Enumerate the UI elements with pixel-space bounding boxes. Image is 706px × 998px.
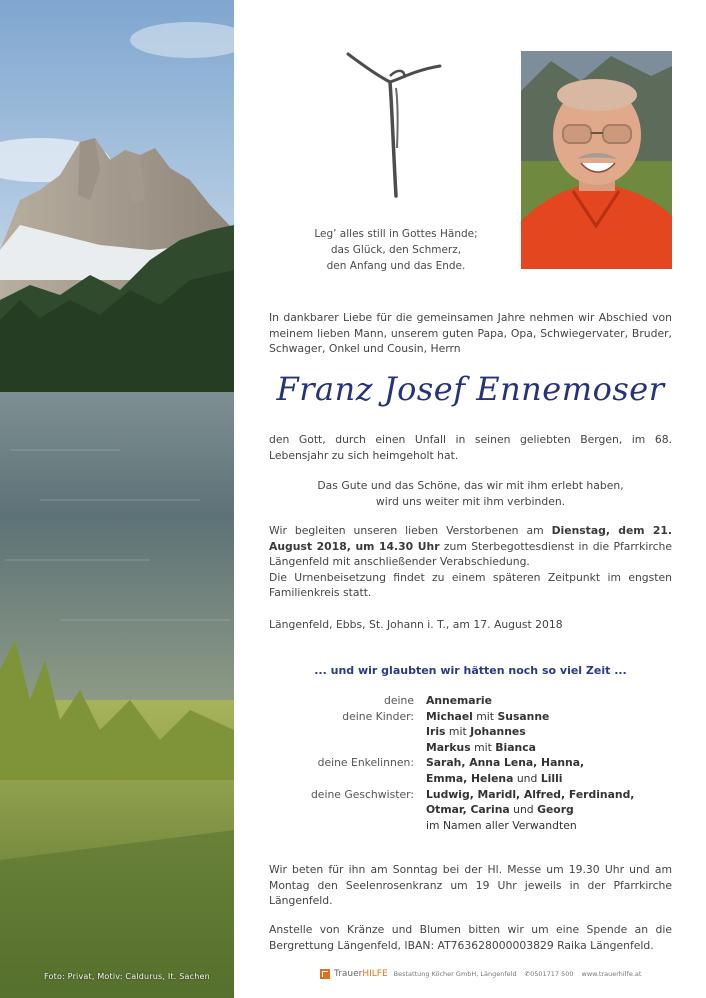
motto: ... und wir glaubten wir hätten noch so viel Zeit ... [314,664,627,677]
prayer-text: Wir beten für ihn am Sonntag bei der Hl. Messe um 19.30 Uhr und am Montag den Seelenrosenkranz um 19 Uhr jeweils in der Pfarrkirche Längenfeld. [269,863,672,908]
death-text: den Gott, durch einen Unfall in seinen geliebten Bergen, im 68. Lebensjahr zu sich heimgeholt hat. [269,433,672,462]
relation-label: deine Geschwister: [310,787,414,801]
trauerhilfe-logo-icon [320,969,330,979]
connector: mit [448,725,467,739]
connector: mit [474,740,492,754]
place-and-date: Längenfeld, Ebbs, St. Johann i. T., am 17. August 2018 [269,618,563,631]
family-list [234,693,706,833]
relation-label: deine [384,694,414,707]
family-name: Ludwig, Maridl, Alfred, Ferdinand, [426,787,635,801]
quote-line: das Glück, den Schmerz, [330,244,462,256]
family-name: Iris [426,725,446,739]
family-row-siblings [234,787,706,803]
family-name: Michael [426,709,473,723]
brand-part: HILFE [362,969,388,979]
relatives-text: im Namen aller Verwandten [426,818,577,832]
urn-burial-text: Die Urnenbeisetzung findet zu einem späteren Zeitpunkt im engsten Familienkreis statt. [269,570,672,600]
funeral-service-text [269,523,672,601]
relation-label: deine Kinder: [342,709,414,723]
obituary-content [234,0,706,998]
brand-part: Trauer [334,969,363,979]
service-details: zum Sterbegottesdienst in die Pfarrkirche Längenfeld mit anschließender Verabschiedung. [269,539,672,569]
family-name: Susanne [497,709,550,723]
family-name: Otmar, Carina [426,803,510,817]
family-name: Annemarie [426,694,492,707]
family-name: Emma, Helena [426,771,514,785]
quote-line: den Anfang und das Ende. [326,260,466,272]
crucifix-icon [346,48,442,198]
family-row-grandchildren [234,771,706,787]
photo-credit: Foto: Privat, Motiv: Caldurus, It. Sachen [44,972,210,981]
footer [320,969,641,979]
website: www.trauerhilfe.at [581,970,642,978]
family-name: Sarah, Anna Lena, Hanna, [426,756,585,770]
family-name: Lilli [540,771,563,785]
family-row-wife [234,693,706,709]
family-name: Georg [537,803,574,817]
company-name: Bestattung Köcher GmbH, Längenfeld [393,970,517,978]
memory-line: Das Gute und das Schöne, das wir mit ihm erlebt haben, [317,479,624,492]
family-name: Bianca [495,740,536,754]
service-date: Dienstag, dem 21. August 2018, um 14.30 Uhr [269,524,672,553]
connector: mit [476,709,495,723]
memory-line: wird uns weiter mit ihm verbinden. [375,494,566,508]
family-row-grandchildren [234,755,706,771]
donation-text: Anstelle von Kränze und Blumen bitten wir um eine Spende an die Bergrettung Längenfeld, IBAN: AT763628000003829 Raika Längenfeld. [269,923,672,952]
family-row-children [234,740,706,756]
deceased-name: Franz Josef Ennemoser [276,370,665,408]
quote-line: Leg’ alles still in Gottes Hände; [314,228,478,240]
family-name: Johannes [470,725,526,739]
family-row-siblings [234,802,706,818]
relation-label: deine Enkelinnen: [317,756,414,770]
portrait-photo [521,51,672,269]
phone-number: ✆0501717 500 [524,970,574,978]
family-row-children [234,709,706,725]
landscape-photo [0,0,234,998]
memory-text [269,478,672,509]
brand-name [334,969,388,979]
bible-quote [296,226,496,274]
family-row-children [234,724,706,740]
service-intro: Wir begleiten unseren lieben Verstorbenen am [269,524,552,537]
connector: und [516,771,538,785]
intro-text: In dankbarer Liebe für die gemeinsamen Jahre nehmen wir Abschied von meinem lieben Mann, unserem guten Papa, Opa, Schwiegervater, Bruder, Schwager, Onkel und Cousin, Herrn [269,311,672,356]
connector: und [513,803,534,817]
family-row-relatives [234,818,706,834]
family-name: Markus [426,740,471,754]
